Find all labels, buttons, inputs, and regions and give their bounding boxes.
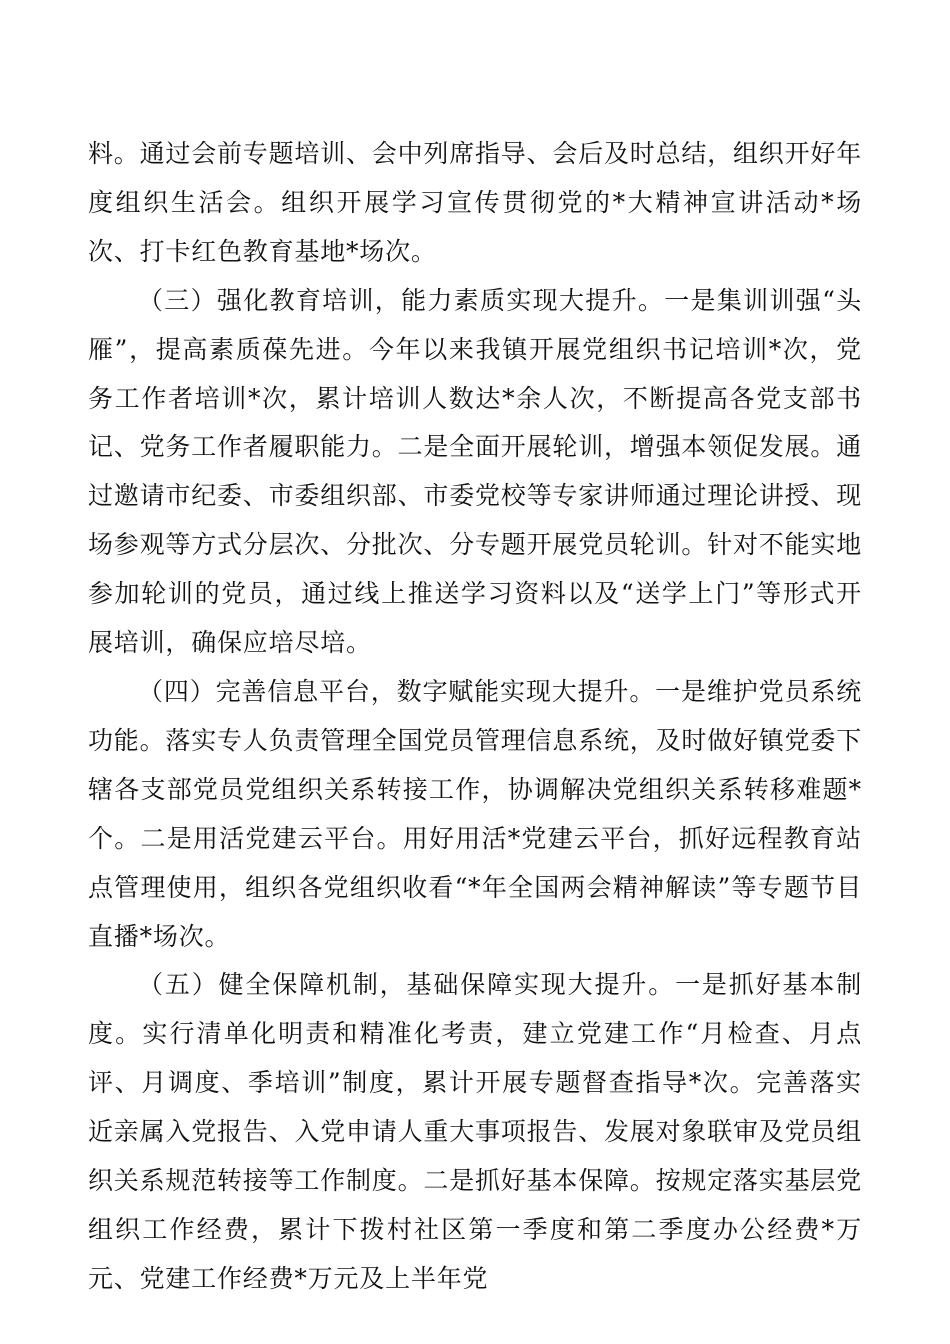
paragraph-section-four: （四）完善信息平台，数字赋能实现大提升。一是维护党员系统功能。落实专人负责管理全国党员管理信息系统，及时做好镇党委下辖各支部党员党组织关系转接工作，协调解决党组织关系转移难题*个。二是用活党建云平台。用好用活*党建云平台，抓好远程教育站点管理使用，组织各党组织收看“*年全国两会精神解读”等专题节目直播*场次。 <box>88 676 863 951</box>
paragraph-continuation: 料。通过会前专题培训、会中列席指导、会后及时总结，组织开好年度组织生活会。组织开展学习宣传贯彻党的*大精神宣讲活动*场次、打卡红色教育基地*场次。 <box>88 139 863 266</box>
document-body <box>88 130 862 1304</box>
paragraph-section-three: （三）强化教育培训，能力素质实现大提升。一是集训训强“头雁”，提高素质葆先进。今年以来我镇开展党组织书记培训*次，党务工作者培训*次，累计培训人数达*余人次，不断提高各党支部书记、党务工作者履职能力。二是全面开展轮训，增强本领促发展。通过邀请市纪委、市委组织部、市委党校等专家讲师通过理论讲授、现场参观等方式分层次、分批次、分专题开展党员轮训。针对不能实地参加轮训的党员，通过线上推送学习资料以及“送学上门”等形式开展培训，确保应培尽培。 <box>88 285 863 658</box>
paragraph-section-five: （五）健全保障机制，基础保障实现大提升。一是抓好基本制度。实行清单化明责和精准化考责，建立党建工作“月检查、月点评、月调度、季培训”制度，累计开展专题督查指导*次。完善落实近亲属入党报告、入党申请人重大事项报告、发展对象联审及党员组织关系规范转接等工作制度。二是抓好基本保障。按规定落实基层党组织工作经费，累计下拨村社区第一季度和第二季度办公经费*万元、党建工作经费*万元及上半年党 <box>88 970 863 1293</box>
